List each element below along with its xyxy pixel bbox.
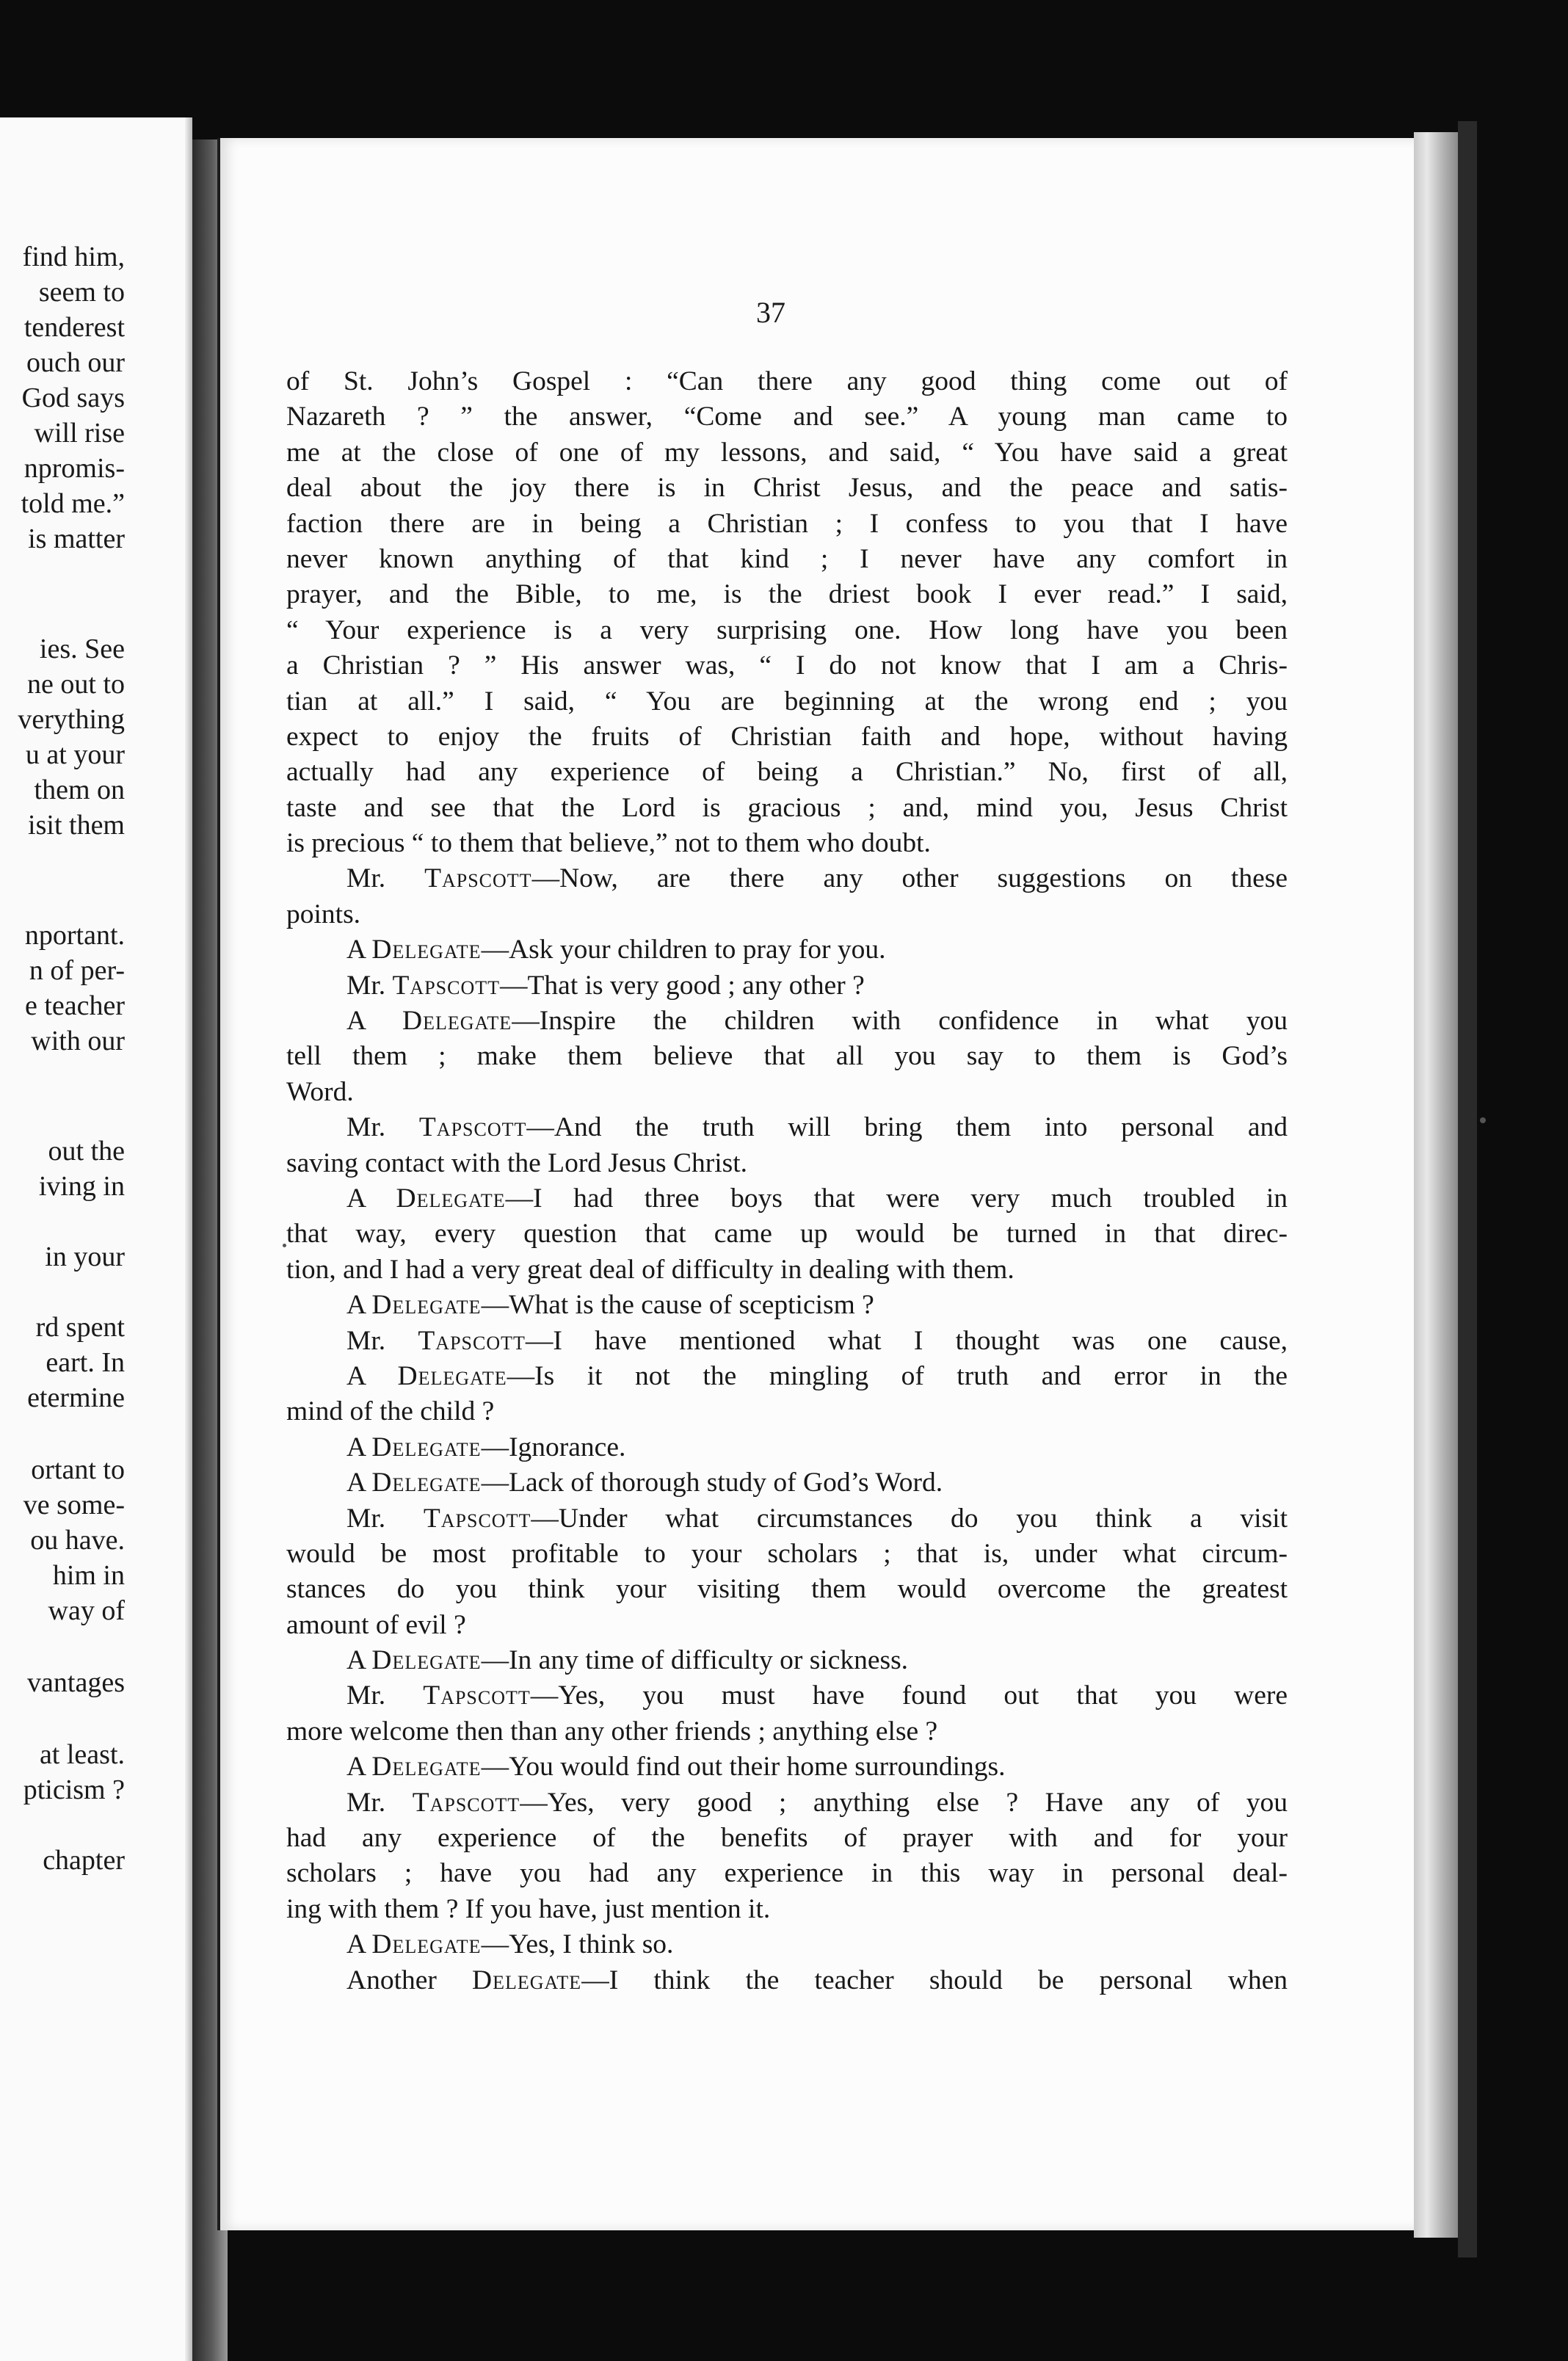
text-run: —Yes, you must have found out that you were [530,1680,1288,1711]
text-run: —I had three boys that were very much troubled in [505,1183,1288,1214]
text-run: expect to enjoy the fruits of Christian faith and hope, without having [286,721,1288,752]
left-page-line: out the [48,1136,125,1167]
page-body-text [286,364,1288,1998]
text-run: tian at all.” I said, “ You are beginning at the wrong end ; you [286,686,1288,717]
text-line [286,577,1288,612]
text-run: Mr. [346,1325,418,1356]
text-run: Mr. [346,970,393,1001]
left-page-line: seem to [38,277,125,308]
text-run: saving contact with the Lord Jesus Christ. [286,1147,748,1178]
speaker-name: Tapscott [418,1112,527,1143]
text-line [286,1039,1288,1074]
text-line [286,826,1288,861]
text-run: tell them ; make them believe that all you say to them is God’s [286,1041,1288,1072]
left-page-line: n of per- [29,955,125,986]
left-page-line: u at your [25,739,125,770]
speaker-name: Tapscott [423,1503,531,1534]
text-run: more welcome then than any other friends ; anything else ? [286,1716,938,1747]
text-line [286,1146,1288,1181]
text-run: A [346,1929,372,1960]
left-page-line: pticism ? [23,1774,125,1805]
text-line [286,364,1288,399]
text-line [286,755,1288,790]
text-run: Mr. [346,863,425,894]
text-run: —Now, are there any other suggestions on these [531,863,1288,894]
text-run: “ Your experience is a very surprising one. How long have you been [286,614,1288,645]
text-run: —And the truth will bring them into personal and [526,1112,1288,1143]
text-run: deal about the joy there is in Christ Jesus, and the peace and satis- [286,473,1288,504]
left-page-line: etermine [27,1382,125,1413]
text-run: —In any time of difficulty or sickness. [481,1645,909,1676]
text-line [286,1359,1288,1394]
left-page-line: them on [34,775,125,805]
text-line [286,1963,1288,1998]
text-line [286,1785,1288,1821]
text-run: —Ask your children to pray for you. [481,935,886,965]
text-line [286,1288,1288,1323]
text-run: me at the close of one of my lessons, and said, “ You have said a great [286,437,1288,468]
left-page-line: ne out to [27,669,125,700]
left-page-line: find him, [22,242,125,272]
speaker-name: Tapscott [418,1325,526,1356]
text-run: —Lack of thorough study of God’s Word. [481,1468,943,1498]
text-run: —That is very good ; any other ? [500,970,865,1001]
text-run: tion, and I had a very great deal of difficulty in dealing with them. [286,1254,1015,1285]
speaker-name: Delegate [371,1929,482,1960]
cover-edge [1458,121,1477,2257]
text-line [286,1216,1288,1252]
text-line [286,1892,1288,1927]
left-page-line: tenderest [23,312,125,343]
text-line [286,791,1288,826]
text-run: Nazareth ? ” the answer, “Come and see.” A young man came to [286,402,1288,432]
text-line [286,1501,1288,1537]
text-run: —What is the cause of scepticism ? [481,1290,874,1321]
text-line [286,1252,1288,1288]
text-line [286,435,1288,471]
text-line [286,613,1288,648]
text-run: —Inspire the children with confidence in what you [512,1006,1288,1037]
text-line [286,1394,1288,1429]
text-run: Mr. [346,1112,419,1143]
page-number: 37 [756,296,785,329]
left-page-gutter-shadow [185,117,192,2361]
text-run: a Christian ? ” His answer was, “ I do not know that I am a Chris- [286,650,1288,681]
text-run: prayer, and the Bible, to me, is the driest book I ever read.” I said, [286,579,1288,610]
left-page-line: ortant to [31,1454,125,1485]
text-line [286,1821,1288,1856]
speaker-name: Delegate [397,1360,507,1391]
text-run: —You would find out their home surroundings. [481,1752,1006,1782]
text-run: —Is it not the mingling of truth and error in the [507,1360,1288,1391]
speaker-name: Delegate [472,1965,582,1995]
left-page-line: ou have. [30,1525,125,1556]
page-stack-edge [1414,132,1458,2238]
text-line [286,1430,1288,1465]
text-line [286,1643,1288,1678]
text-run: —I think the teacher should be personal when [581,1965,1288,1995]
left-page-line: with our [31,1026,125,1056]
text-run: —Under what circumstances do you think a visit [531,1503,1288,1534]
speaker-name: Delegate [396,1183,506,1214]
text-run: A [346,1468,372,1498]
left-page-line: vantages [27,1667,125,1698]
text-line [286,648,1288,683]
speaker-name: Delegate [371,1432,482,1462]
text-run: A [346,1752,372,1782]
text-line [286,507,1288,542]
text-line [286,1927,1288,1962]
left-page-line: chapter [43,1845,125,1876]
left-page-line: e teacher [24,990,125,1021]
text-run: amount of evil ? [286,1609,466,1640]
speaker-name: Delegate [371,1645,482,1676]
text-run: ing with them ? If you have, just mention it. [286,1893,771,1924]
speaker-name: Delegate [371,1752,482,1782]
left-page-line: told me.” [21,488,125,519]
text-run: A [346,1183,396,1214]
left-page-line: way of [48,1595,125,1626]
text-run: A [346,1006,403,1037]
speaker-name: Tapscott [392,970,501,1001]
print-speck [1480,1117,1486,1123]
text-line [286,719,1288,755]
text-line [286,1324,1288,1359]
text-run: stances do you think your visiting them would overcome the greatest [286,1574,1288,1605]
text-line [286,1572,1288,1607]
text-run: had any experience of the benefits of prayer with and for your [286,1823,1288,1854]
text-line [286,897,1288,932]
text-run: Mr. [346,1503,424,1534]
left-page-line: him in [52,1560,125,1591]
text-run: Mr. [346,1680,424,1711]
text-line [286,968,1288,1004]
left-page-line: verything [18,704,125,735]
text-run: taste and see that the Lord is gracious ; and, mind you, Jesus Christ [286,792,1288,823]
left-page-line: will rise [34,418,125,449]
text-line [286,1678,1288,1713]
text-run: of St. John’s Gospel : “Can there any good thing come out of [286,366,1288,396]
text-line [286,1181,1288,1216]
print-speck [283,1244,286,1247]
text-run: A [346,1290,372,1321]
text-line [286,861,1288,896]
text-run: never known anything of that kind ; I never have any comfort in [286,543,1288,574]
left-page-line: ve some- [23,1490,125,1520]
speaker-name: Tapscott [424,863,532,894]
text-run: Another [346,1965,473,1995]
text-line [286,684,1288,719]
left-page-line: in your [45,1241,125,1272]
text-run: A [346,1360,398,1391]
speaker-name: Tapscott [423,1680,531,1711]
left-page-line: isit them [28,810,125,841]
text-run: would be most profitable to your scholars ; that is, under what circum- [286,1538,1288,1569]
text-line [286,1537,1288,1572]
text-line [286,1714,1288,1749]
text-line [286,1608,1288,1643]
text-line [286,1110,1288,1145]
text-run: —Yes, very good ; anything else ? Have any of you [520,1787,1288,1818]
speaker-name: Delegate [371,1290,482,1321]
text-run: faction there are in being a Christian ; I confess to you that I have [286,508,1288,539]
text-line [286,932,1288,968]
text-run: that way, every question that came up would be turned in that direc- [286,1219,1288,1250]
text-run: A [346,1645,372,1676]
speaker-name: Tapscott [412,1787,520,1818]
text-line [286,471,1288,506]
text-line [286,1749,1288,1785]
text-line [286,1075,1288,1110]
text-line [286,1004,1288,1039]
text-line [286,399,1288,435]
left-page-line: ies. See [39,634,125,664]
text-run: scholars ; have you had any experience in this way in personal deal- [286,1858,1288,1889]
text-line [286,542,1288,577]
speaker-name: Delegate [371,935,482,965]
left-facing-page [0,117,192,2361]
left-page-line: rd spent [35,1312,125,1343]
left-page-line: at least. [39,1739,125,1770]
text-run: A [346,935,372,965]
text-line [286,1465,1288,1501]
text-run: mind of the child ? [286,1396,495,1427]
speaker-name: Delegate [402,1006,512,1037]
text-run: actually had any experience of being a Christian.” No, first of all, [286,757,1288,788]
text-run: points. [286,899,361,929]
text-run: —Ignorance. [481,1432,626,1462]
text-run: A [346,1432,372,1462]
left-page-line: God says [21,382,125,413]
left-page-line: eart. In [46,1347,125,1378]
text-run: Mr. [346,1787,413,1818]
left-page-line: ouch our [26,347,125,378]
text-run: —Yes, I think so. [481,1929,674,1960]
left-page-line: iving in [38,1171,125,1202]
left-page-line: npromis- [23,453,125,484]
text-run: is precious “ to them that believe,” not to them who doubt. [286,828,931,859]
speaker-name: Delegate [371,1468,482,1498]
left-page-line: nportant. [24,920,125,951]
text-run: —I have mentioned what I thought was one cause, [525,1325,1288,1356]
text-run: Word. [286,1076,354,1107]
text-line [286,1856,1288,1891]
left-page-line: is matter [28,523,125,554]
